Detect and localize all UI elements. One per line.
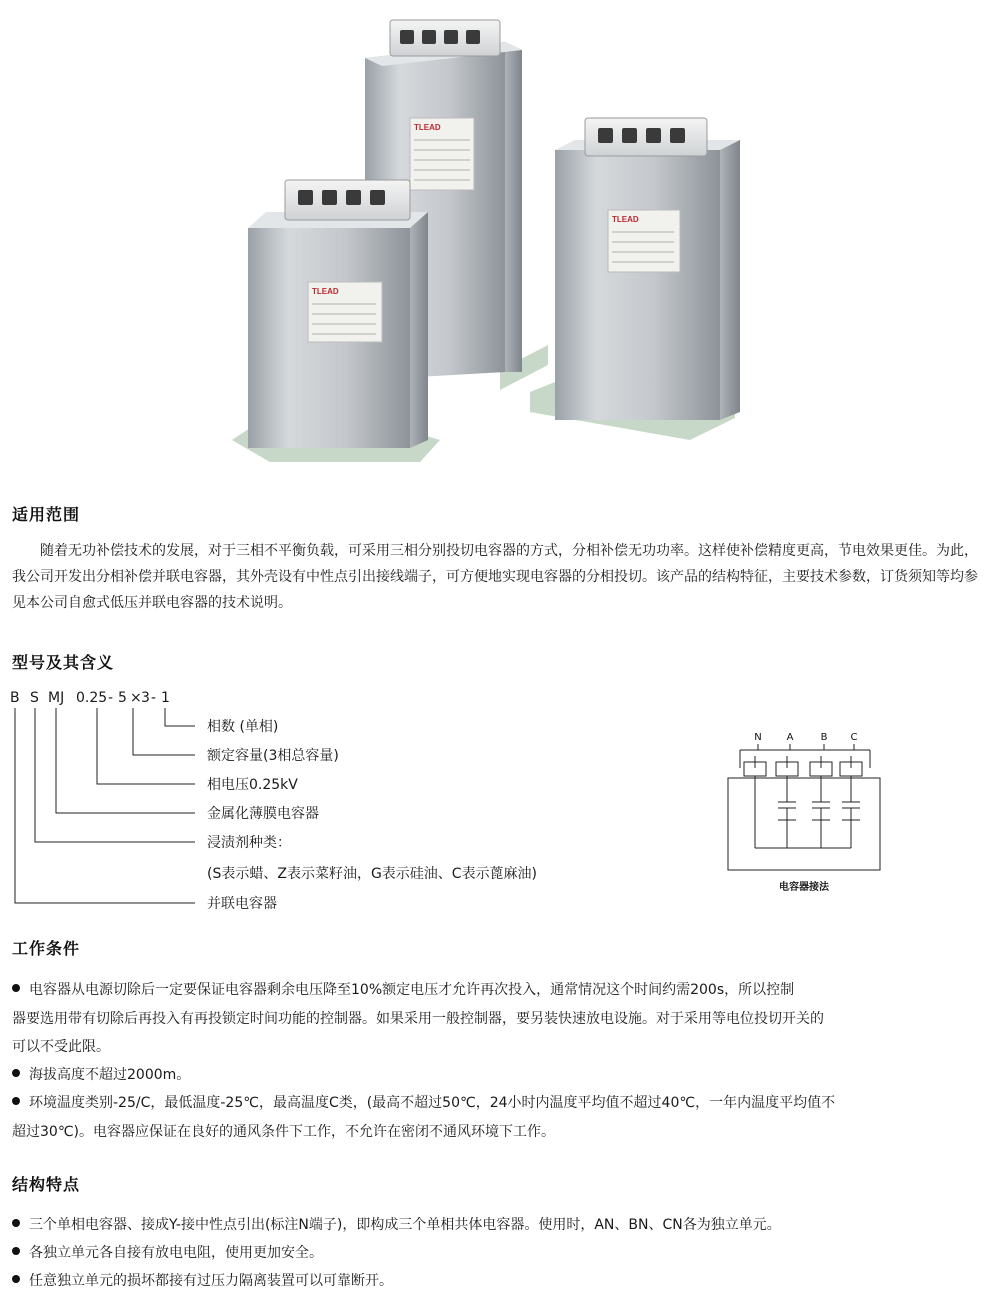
list-item-continuation: 器要选用带有切除后再投入有再投锁定时间功能的控制器。如果采用一般控制器，要另装快速放电设施。对于采用等电位投切开关的 xyxy=(12,1011,824,1027)
svg-text:TLEAD: TLEAD xyxy=(612,215,639,224)
meaning-capacity: 额定容量(3相总容量) xyxy=(207,748,339,764)
terminal-label-a: A xyxy=(786,732,794,743)
list-item-continuation: 超过30℃)。电容器应保证在良好的通风条件下工作，不允许在密闭不通风环境下工作。 xyxy=(12,1124,555,1140)
svg-text:TLEAD: TLEAD xyxy=(312,287,339,296)
capacitor-unit xyxy=(530,118,740,440)
meaning-voltage: 相电压0.25kV xyxy=(207,777,298,793)
list-item: 海拔高度不超过2000m。 xyxy=(12,1062,984,1088)
code-part: S xyxy=(30,690,39,706)
code-part: × xyxy=(130,690,142,706)
list-item-continuation: 可以不受此限。 xyxy=(12,1039,110,1055)
bullet-icon xyxy=(12,1275,20,1283)
code-part: 0.25 xyxy=(76,690,108,706)
meaning-impregnant: 浸渍剂种类： xyxy=(207,835,291,851)
list-item: 环境温度类别-25/C，最低温度-25℃，最高温度C类，(最高不超过50℃，24小时内温度平均值不超过40℃，一年内温度平均值不 xyxy=(12,1090,984,1116)
bullet-icon xyxy=(12,984,20,992)
scope-paragraph: 随着无功补偿技术的发展，对于三相不平衡负载，可采用三相分别投切电容器的方式，分相补偿无功功率。这样使补偿精度更高，节电效果更佳。为此，我公司开发出分相补偿并联电容器，其外壳设有中性点引出接线端子，可方便地实现电容器的分相投切。该产品的结构特征，主要技术参数，订货须知等均参见本公司自愈式低压并联电容器的技术说明。 xyxy=(12,543,978,611)
model-code-diagram xyxy=(0,682,620,922)
terminal-label-b: B xyxy=(820,732,828,743)
code-part: 1 xyxy=(161,690,170,706)
bullet-icon xyxy=(12,1097,20,1105)
bullet-icon xyxy=(12,1069,20,1077)
wiring-diagram xyxy=(720,728,890,898)
capacitor-unit xyxy=(232,180,440,462)
code-part: - xyxy=(108,690,114,706)
terminal-label-n: N xyxy=(754,732,762,743)
section-title-model: 型号及其含义 xyxy=(12,653,115,672)
code-part: B xyxy=(10,690,20,706)
meaning-shunt: 并联电容器 xyxy=(207,896,277,912)
section-title-scope: 适用范围 xyxy=(12,505,81,524)
code-part: - xyxy=(151,690,157,706)
section-title-conditions: 工作条件 xyxy=(12,939,81,958)
product-image xyxy=(0,0,990,470)
meaning-impregnant-detail: (S表示蜡、Z表示菜籽油，G表示硅油、C表示蓖麻油) xyxy=(207,866,538,882)
list-item: 电容器从电源切除后一定要保证电容器剩余电压降至10%额定电压才允许再次投入，通常情况这个时间约需200s，所以控制 xyxy=(12,977,984,1003)
section-title-structure: 结构特点 xyxy=(12,1175,81,1194)
code-part: 3 xyxy=(141,690,150,706)
list-item: 任意独立单元的损坏都接有过压力隔离装置可以可靠断开。 xyxy=(12,1268,984,1294)
code-part: MJ xyxy=(48,690,65,706)
meaning-film: 金属化薄膜电容器 xyxy=(207,806,319,822)
wiring-caption: 电容器接法 xyxy=(779,882,829,893)
terminal-label-c: C xyxy=(850,732,858,743)
svg-text:TLEAD: TLEAD xyxy=(414,123,441,132)
code-part: 5 xyxy=(118,690,127,706)
bullet-icon xyxy=(12,1247,20,1255)
bullet-icon xyxy=(12,1219,20,1227)
list-item: 三个单相电容器、接成Y-接中性点引出(标注N端子)，即构成三个单相共体电容器。使用时，AN、BN、CN各为独立单元。 xyxy=(12,1212,984,1238)
meaning-phase: 相数 (单相) xyxy=(207,719,279,735)
list-item: 各独立单元各自接有放电电阻，使用更加安全。 xyxy=(12,1240,984,1266)
